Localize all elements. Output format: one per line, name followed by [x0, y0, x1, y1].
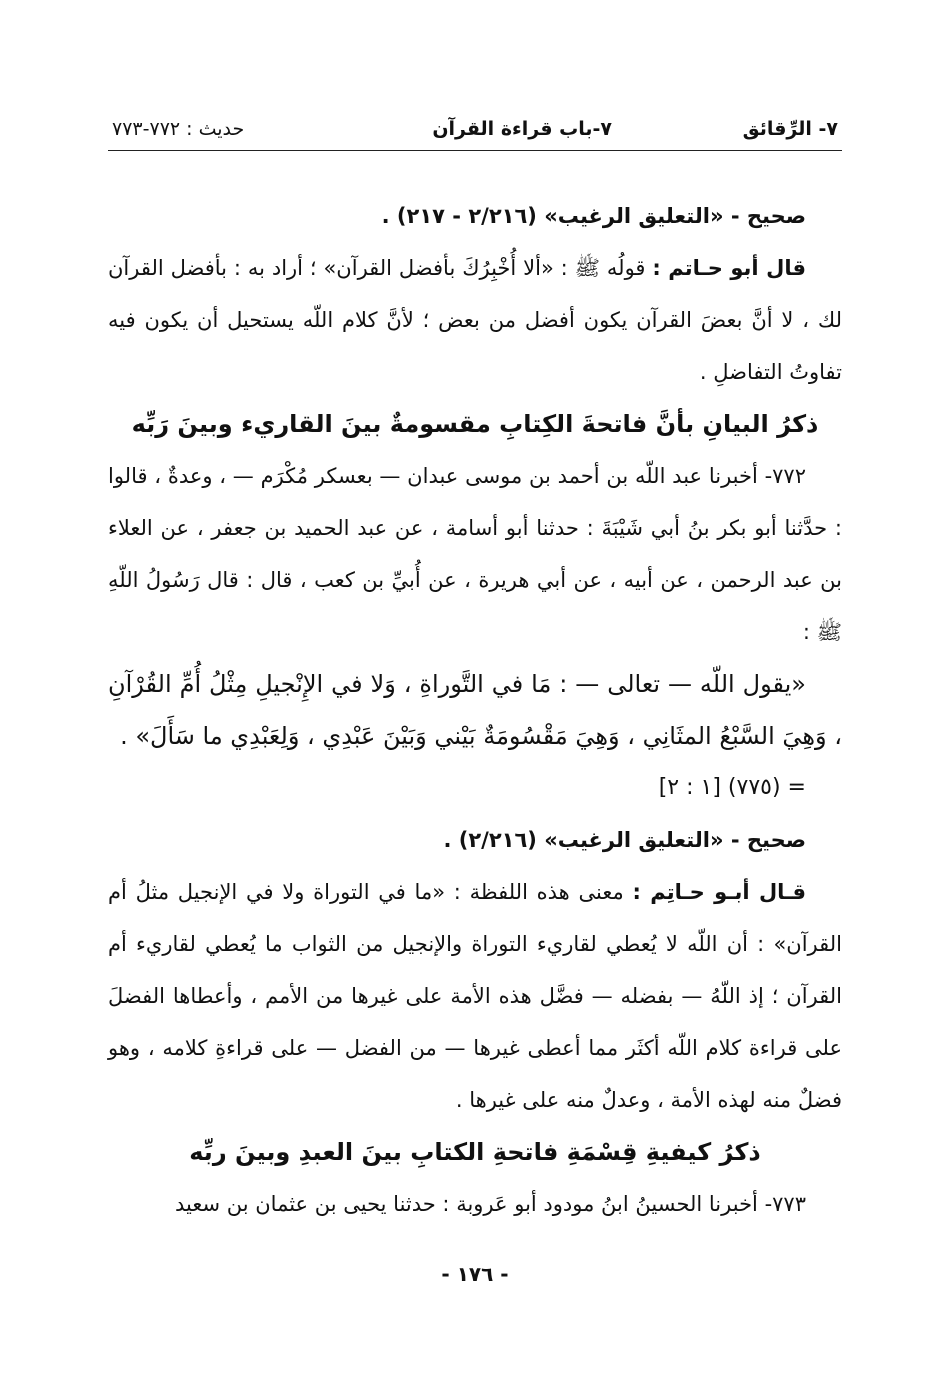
hadith-772-isnad: ٧٧٢- أخبرنا عبد اللّه بن أحمد بن موسى عبدان — بعسكر مُكْرَم — ، وعدةٌ ، قالوا : حدَّثنا أبو بكر بنُ أبي شَيْبَةَ : حدثنا أبو أسامة ، عن عبد الحميد بن جعفر ، عن العلاء بن عبد الرحمن ، عن أبيه ، عن أبي هريرة ، عن أُبيِّ بن كعب ، قال : قال رَسُولُ اللّهِ ﷺ : — [108, 464, 842, 644]
hadith-772-matn: «يقول اللّه — تعالى — : مَا في التَّوراةِ ، وَلا في الإِنْجيلِ مِثْلُ أُمِّ القُرْآنِ ، وَهِيَ السَّبْعُ المثَانِي ، وَهِيَ مَقْسُومَةٌ بَيْني وَبَيْنَ عَبْدِي ، وَلِعَبْدِي ما سَأَلَ» . — [108, 670, 842, 750]
commentary-paragraph-1 — [108, 242, 842, 398]
header-section: ٧-باب قراءة القرآن — [432, 118, 612, 140]
grade-label-2: صحيح — [746, 828, 806, 852]
commentary-text-2: معنى هذه اللفظة : «ما في التوراة ولا في الإنجيل مثلُ أم القرآن» : أن اللّه لا يُعطي لقاريء التوراة والإنجيل من الثواب ما يُعطي لقاريء أم القرآن ؛ إذ اللّهُ — بفضله — فضَّل هذه الأمة على غيرها من الأمم ، وأعطاها الفضلَ على قراءة كلام اللّه أكثَر مما أعطى غيرها — من الفضل — على قراءةِ كلامه ، وهو فضلٌ منه لهذه الأمة ، وعدلٌ منه على غيرها . — [108, 880, 842, 1112]
hadith-772-reference: = (٧٧٥) [١ : ٢] — [658, 775, 806, 800]
page-body — [108, 190, 842, 1230]
header-hadith-range: حديث : ٧٧٢-٧٧٣ — [112, 118, 245, 140]
grade-paragraph-1 — [108, 190, 842, 242]
commentary-paragraph-2 — [108, 866, 842, 1126]
grade-paragraph-2 — [108, 814, 842, 866]
commentary-label-2: قـال أبـو حـاتِم : — [632, 880, 806, 904]
header-chapter: ٧- الرِّقائق — [742, 118, 838, 140]
grade-reference-1: - «التعليق الرغيب» (٢/٢١٦ - ٢١٧) . — [381, 204, 747, 228]
hadith-773-isnad: ٧٧٣- أخبرنا الحسينُ ابنُ مودود أبو عَروبة : حدثنا يحيى بن عثمان بن سعيد — [174, 1192, 806, 1216]
page-number: - ١٧٦ - — [441, 1262, 509, 1286]
commentary-text-1: قولُه ﷺ : «ألا أُخْبِرُكَ بأفضل القرآن» ؛ أراد به : بأفضل القرآن لك ، لا أنَّ بعضَ القرآن يكون أفضل من بعض ؛ لأنَّ كلام اللّه يستحيل أن يكون فيه تفاوتُ التفاضلِ . — [108, 256, 842, 384]
running-header — [108, 110, 842, 151]
grade-label-1: صحيح — [746, 204, 806, 228]
chapter-heading-1: ذكرُ البيانِ بأنَّ فاتحةَ الكِتابِ مقسومةٌ بينَ القاريء وبينَ رَبِّه — [131, 410, 819, 438]
grade-reference-2: - «التعليق الرغيب» (٢/٢١٦) . — [443, 828, 747, 852]
commentary-label-1: قال أبو حـاتم : — [652, 256, 806, 280]
chapter-heading-2: ذكرُ كيفيةِ قِسْمَةِ فاتحةِ الكتابِ بينَ العبدِ وبينَ ربِّه — [189, 1138, 761, 1166]
